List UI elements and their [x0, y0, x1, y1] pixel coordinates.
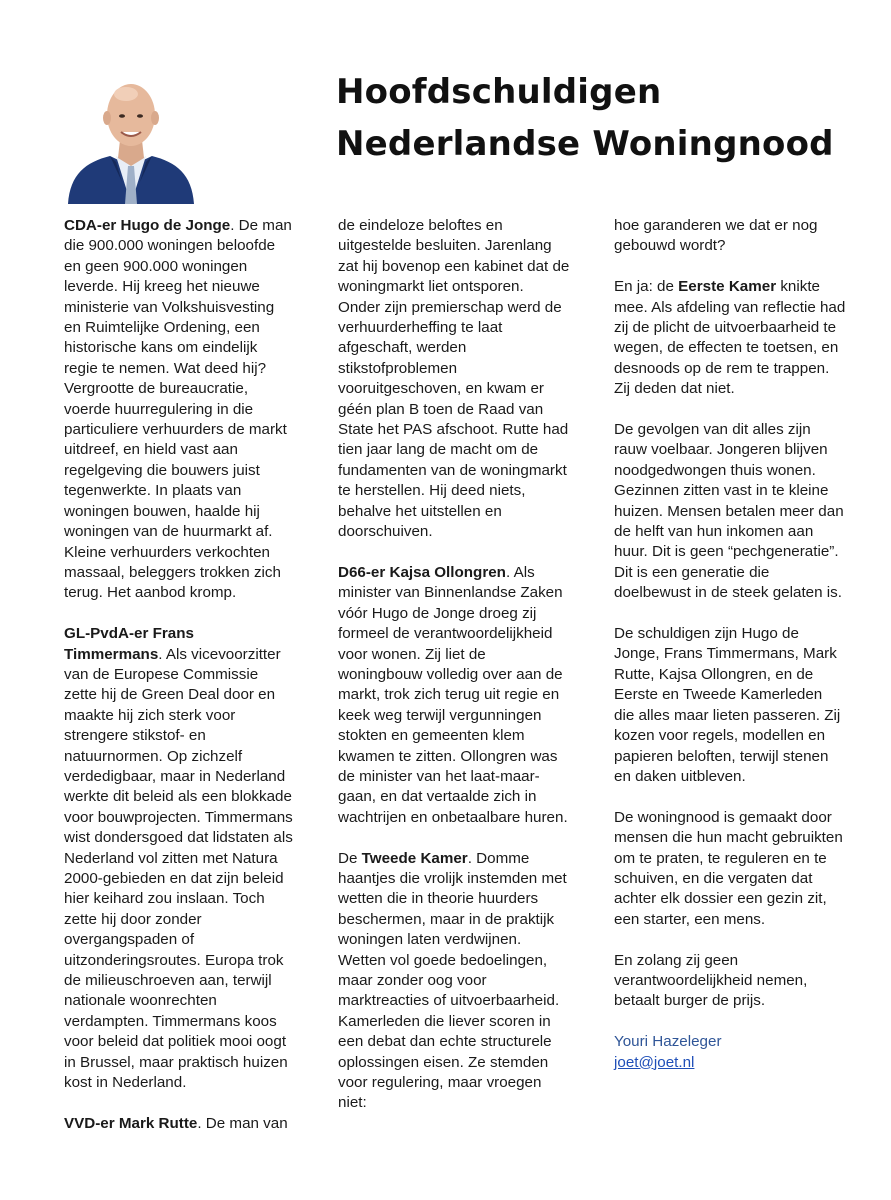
- paragraph-prefix: De: [338, 849, 362, 867]
- paragraph-lead: VVD-er Mark Rutte: [64, 1114, 198, 1132]
- paragraph-lead: Tweede Kamer: [361, 849, 468, 867]
- paragraph-gevolgen: [614, 420, 846, 604]
- paragraph-lead: D66-er Kajsa Ollongren: [338, 563, 506, 581]
- paragraph-text: . De man die 900.000 woningen beloofde en geen 900.000 woningen leverde. Hij kreeg het nieuwe ministerie van Volkshuisvesting en Ruimtelijke Ordening, een historische kans om eindelijk regie te nemen. Wat deed hij? Vergrootte de bureaucratie, voerde huurregulering in die particuliere verhuurders de markt uitdreef, en hield vast aan regelgeving die bouwers juist tegenwerkte. In plaats van woningen bouwen, haalde hij woningen van de huurmarkt af. Kleine verhuurders verkochten massaal, beleggers trokken zich terug. Het aanbod kromp.: [64, 217, 292, 602]
- paragraph-text: De gevolgen van dit alles zijn rauw voelbaar. Jongeren blijven noodgedwongen thuis wonen. Gezinnen zitten vast in te kleine huizen. Mensen betalen meer dan de helft van hun inkomen aan huur. Dit is geen “pechgeneratie”. Dit is een generatie die doelbewust in de steek gelaten is.: [614, 421, 844, 602]
- paragraph-text: De schuldigen zijn Hugo de Jonge, Frans Timmermans, Mark Rutte, Kajsa Ollongren, en de Eerste en Tweede Kamerleden die alles maar lieten passeren. Zij kozen voor regels, modellen en papieren beloften, terwijl stenen en daken uitbleven.: [614, 625, 841, 785]
- paragraph-lead: Eerste Kamer: [678, 278, 777, 296]
- paragraph-conclusie: [614, 951, 846, 1012]
- article-column-3: [614, 216, 846, 1073]
- article-column-2: [338, 216, 570, 1134]
- paragraph-text: de eindeloze beloftes en uitgestelde besluiten. Jarenlang zat hij bovenop een kabinet dat de woningmarkt liet ontsporen. Onder zijn premierschap werd de verhuurderheffing te laat afgeschaft, werden stikstofproblemen vooruitgeschoven, en kwam er géén plan B toen de Raad van State het PAS afschoot. Rutte had tien jaar lang de macht om de fundamenten van de woningmarkt te herstellen. Hij deed niets, behalve het uitstellen en doorschuiven.: [338, 217, 570, 541]
- paragraph-text: En zolang zij geen verantwoordelijkheid nemen, betaalt burger de prijs.: [614, 951, 808, 1010]
- title-line-1: Hoofdschuldigen: [336, 72, 662, 112]
- paragraph-mark-rutte-continued: [338, 216, 570, 543]
- paragraph-text: hoe garanderen we dat er nog gebouwd wordt?: [614, 217, 818, 255]
- paragraph-tweede-kamer: [338, 849, 570, 1114]
- paragraph-prefix: En ja: de: [614, 278, 679, 296]
- paragraph-woningnood: [614, 808, 846, 930]
- paragraph-text: . Als minister van Binnenlandse Zaken vóór Hugo de Jonge droeg zij formeel de verantwoordelijkheid voor wonen. Zij liet de woningbouw volledig over aan de markt, trok zich terug uit regie en keek weg terwijl vergunningen stokten en gemeenten klem kwamen te zitten. Ollongren was de minister van het laat-maar-gaan, en dat vertaalde zich in wachtrijen en onbetaalbare huren.: [338, 563, 568, 826]
- paragraph-hugo-de-jonge: [64, 216, 294, 604]
- author-email-link[interactable]: joet@joet.nl: [614, 1053, 695, 1071]
- paragraph-text: knikte mee. Als afdeling van reflectie had zij de plicht de uitvoerbaarheid te wegen, de effecten te toetsen, en desnoods op de rem te trappen. Zij deden dat niet.: [614, 278, 846, 398]
- author-name: Youri Hazeleger: [614, 1033, 722, 1051]
- title-line-2: Nederlandse Woningnood: [336, 124, 834, 164]
- paragraph-text: . Als vicevoorzitter van de Europese Commissie zette hij de Green Deal door en maakte hij zich sterk voor strengere stikstof- en natuurnormen. Op zichzelf verdedigbaar, maar in Nederland werkte dit beleid als een blokkade voor bouwprojecten. Timmermans wist dondersgoed dat lidstaten als Nederland vol zitten met Natura 2000-gebieden en dat zijn beleid hier keihard zou inslaan. Toch zette hij door zonder overgangspaden of uitzonderingsroutes. Europa trok de milieuschroeven aan, terwijl nationale woonrechten verdampten. Timmermans koos voor beleid dat politiek mooi oogt in Brussel, maar praktisch huizen kost in Nederland.: [64, 645, 293, 1092]
- signature-block: [614, 1032, 846, 1073]
- paragraph-text: De woningnood is gemaakt door mensen die hun macht gebruikten om te praten, te reguleren en te schuiven, en die vergaten dat achter elk dossier een gezin zit, een starter, een mens.: [614, 808, 843, 928]
- paragraph-text: . Domme haantjes die vrolijk instemden met wetten die in theorie huurders beschermen, maar in de praktijk woningen laten verdwijnen. Wetten vol goede bedoelingen, maar zonder oog voor marktreacties of uitvoerbaarheid. Kamerleden die liever scoren in een debat dan echte structurele oplossingen eisen. Ze stemden voor regulering, maar vroegen niet:: [338, 849, 567, 1112]
- paragraph-text: . De man van: [197, 1114, 288, 1132]
- paragraph-frans-timmermans: [64, 624, 294, 1093]
- paragraph-tweede-kamer-continued: [614, 216, 846, 257]
- page-title: [336, 66, 876, 170]
- article-column-1: [64, 216, 294, 1155]
- paragraph-lead: CDA-er Hugo de Jonge: [64, 217, 231, 234]
- author-portrait-photo: [64, 70, 198, 204]
- paragraph-lead: GL-PvdA-er Frans Timmermans: [64, 625, 194, 663]
- paragraph-mark-rutte: [64, 1114, 294, 1134]
- paragraph-kajsa-ollongren: [338, 563, 570, 828]
- paragraph-eerste-kamer: [614, 277, 846, 399]
- paragraph-schuldigen: [614, 624, 846, 787]
